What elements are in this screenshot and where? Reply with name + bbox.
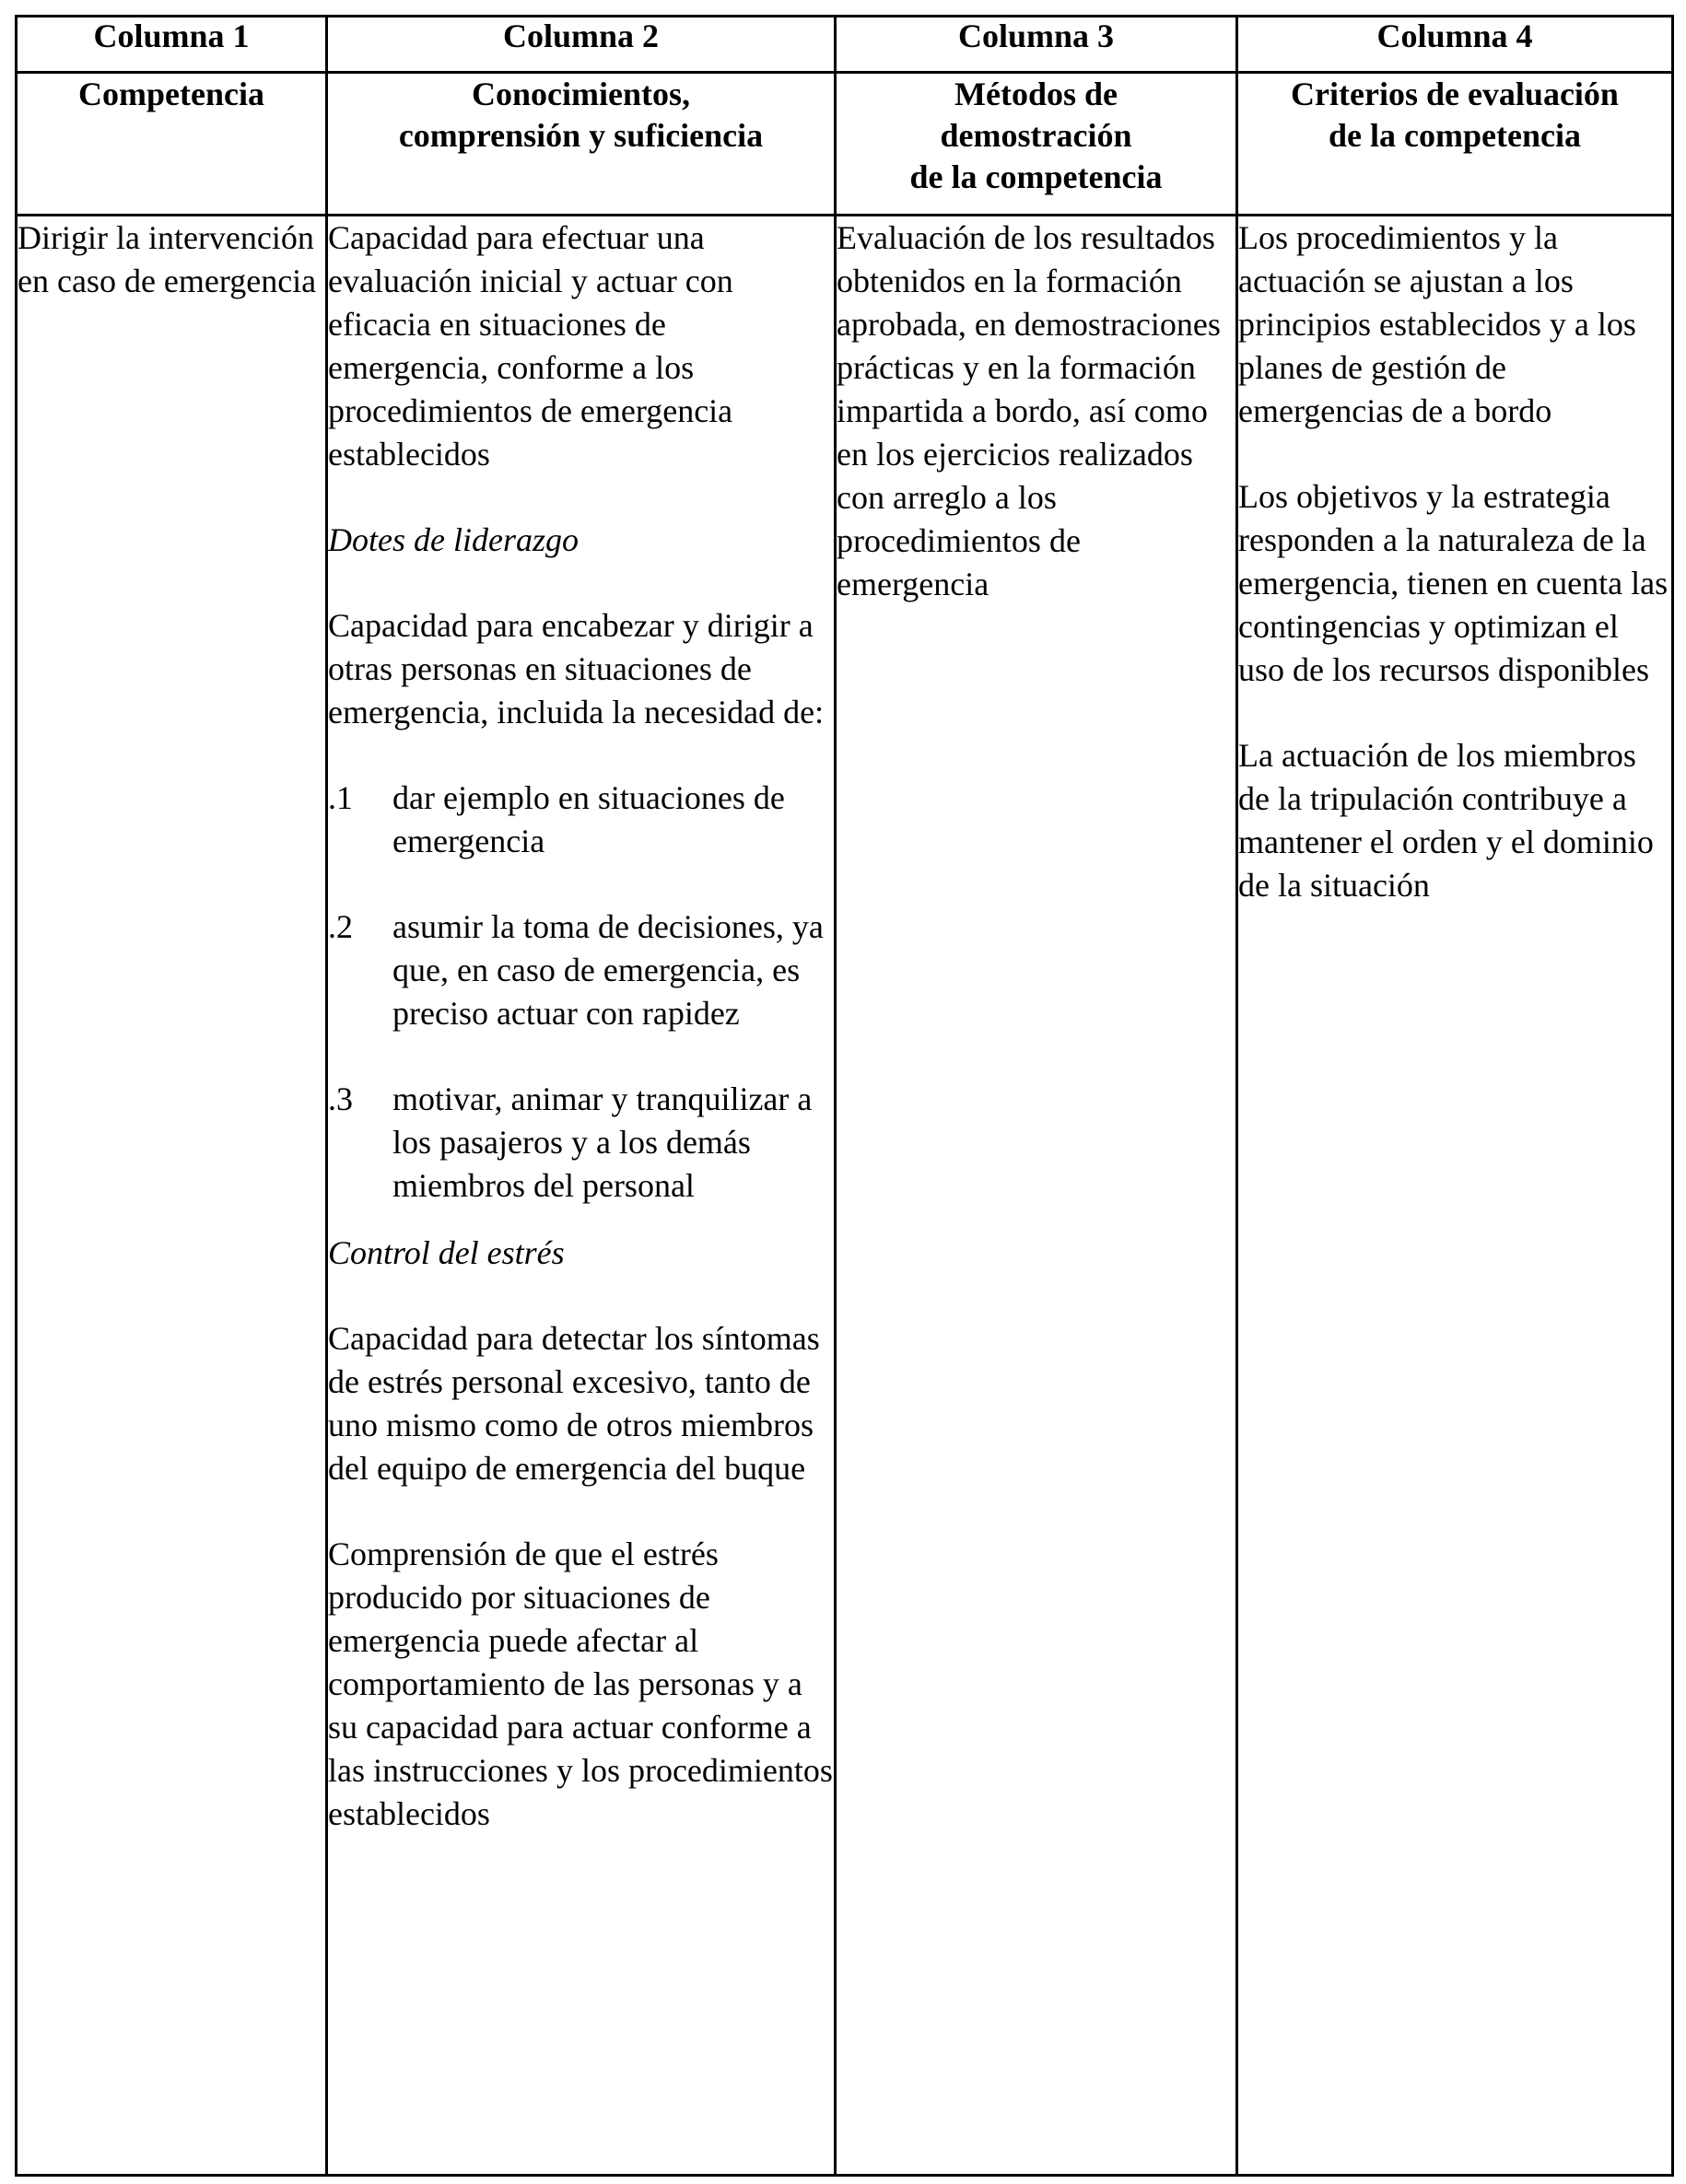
conocimientos-title bbox=[327, 73, 836, 216]
conocimientos-title-line-1: Conocimientos, bbox=[472, 76, 690, 112]
list-item-number: .3 bbox=[328, 1080, 353, 1117]
column-4-header: Columna 4 bbox=[1237, 17, 1673, 73]
column-number-row bbox=[17, 17, 1673, 73]
competencia-text: Dirigir la intervención en caso de emergencia bbox=[18, 219, 317, 299]
list-item-number: .1 bbox=[328, 779, 353, 816]
criterio-paragraph-3: La actuación de los miembros de la tripulación contribuye a mantener el orden y el dominio de la situación bbox=[1238, 737, 1654, 904]
metodos-cell bbox=[836, 216, 1237, 2176]
list-item-text: asumir la toma de decisiones, ya que, en caso de emergencia, es preciso actuar con rapidez bbox=[392, 908, 824, 1032]
list-item bbox=[328, 777, 834, 863]
liderazgo-paragraph: Capacidad para encabezar y dirigir a otras personas en situaciones de emergencia, incluida la necesidad de: bbox=[328, 607, 825, 730]
list-item-number: .2 bbox=[328, 908, 353, 945]
competencia-cell bbox=[17, 216, 327, 2176]
criterios-title bbox=[1237, 73, 1673, 216]
column-2-header: Columna 2 bbox=[327, 17, 836, 73]
content-row bbox=[17, 216, 1673, 2176]
criterios-title-line-2: de la competencia bbox=[1329, 117, 1581, 154]
list-item bbox=[328, 1078, 834, 1208]
column-3-header: Columna 3 bbox=[836, 17, 1237, 73]
list-item bbox=[328, 905, 834, 1035]
criterio-paragraph-1: Los procedimientos y la actuación se ajustan a los principios establecidos y a los planes de gestión de emergencias de a bordo bbox=[1238, 219, 1636, 429]
conocimientos-title-line-2: comprensión y suficiencia bbox=[398, 117, 764, 154]
column-1-header: Columna 1 bbox=[17, 17, 327, 73]
list-item-text: motivar, animar y tranquilizar a los pasajeros y a los demás miembros del personal bbox=[392, 1080, 813, 1204]
estres-paragraph-1: Capacidad para detectar los síntomas de estrés personal excesivo, tanto de uno mismo como de otros miembros del equipo de emergencia del buque bbox=[328, 1320, 820, 1487]
competence-table bbox=[15, 15, 1674, 2177]
competencia-title bbox=[17, 73, 327, 216]
liderazgo-heading: Dotes de liderazgo bbox=[328, 521, 579, 558]
metodos-title bbox=[836, 73, 1237, 216]
conocimientos-cell bbox=[327, 216, 836, 2176]
criterio-paragraph-2: Los objetivos y la estrategia responden a la naturaleza de la emergencia, tienen en cuenta las contingencias y optimizan el uso de los recursos disponibles bbox=[1238, 478, 1668, 688]
estres-heading: Control del estrés bbox=[328, 1234, 565, 1271]
criterios-title-line-1: Criterios de evaluación bbox=[1291, 76, 1619, 112]
metodos-title-line-3: de la competencia bbox=[909, 158, 1163, 195]
criterios-cell bbox=[1237, 216, 1673, 2176]
metodos-title-line-1: Métodos de bbox=[954, 76, 1118, 112]
competencia-title-line: Competencia bbox=[78, 76, 264, 112]
metodos-paragraph: Evaluación de los resultados obtenidos en la formación aprobada, en demostraciones prácticas y en la formación impartida a bordo, así como en los ejercicios realizados con arreglo a los procedimientos de emergencia bbox=[837, 219, 1221, 602]
intro-paragraph: Capacidad para efectuar una evaluación inicial y actuar con eficacia en situaciones de emergencia, conforme a los procedimientos de emergencia establecidos bbox=[328, 219, 733, 473]
metodos-title-line-2: demostración bbox=[940, 117, 1132, 154]
column-title-row bbox=[17, 73, 1673, 216]
estres-paragraph-2: Comprensión de que el estrés producido por situaciones de emergencia puede afectar al comportamiento de las personas y a su capacidad para actuar conforme a las instrucciones y los procedimientos establecidos bbox=[328, 1536, 833, 1832]
list-item-text: dar ejemplo en situaciones de emergencia bbox=[392, 779, 785, 859]
